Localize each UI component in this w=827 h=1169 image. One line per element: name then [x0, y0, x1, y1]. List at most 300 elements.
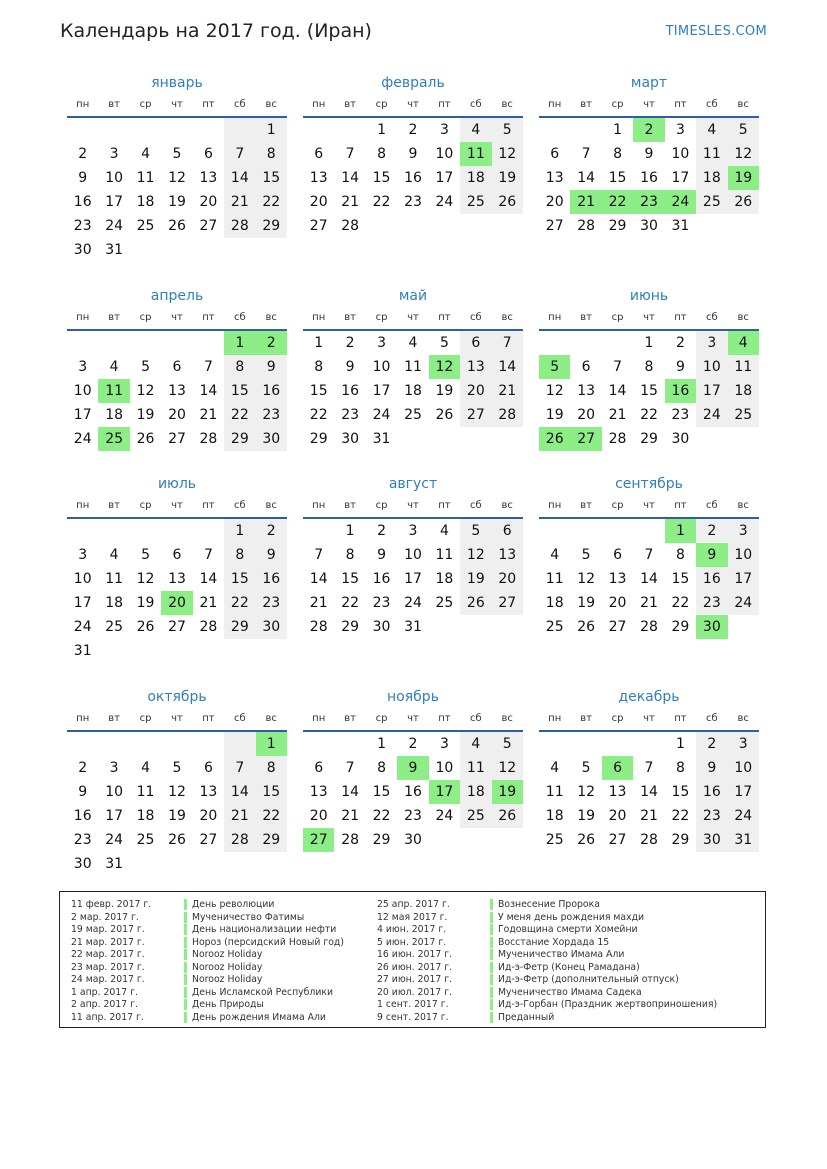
day-cell: 10	[435, 760, 454, 776]
weekday-label: вс	[501, 99, 513, 110]
day-cell: 25	[545, 619, 564, 635]
empty-cell	[570, 331, 601, 355]
day-cell: 7	[613, 359, 623, 375]
days-grid	[67, 331, 287, 451]
day-cell: 28	[341, 218, 360, 234]
day-cell: 14	[224, 780, 255, 804]
legend-row	[377, 912, 717, 925]
month-2	[303, 72, 523, 238]
day-cell: 29	[224, 615, 255, 639]
weekday-label: пт	[674, 312, 687, 323]
days-grid	[303, 118, 523, 238]
day-cell: 27	[168, 619, 186, 635]
weekday-label: вс	[501, 312, 513, 323]
day-cell: 22	[341, 595, 360, 611]
days-grid	[67, 732, 287, 876]
day-cell: 29	[224, 427, 255, 451]
holiday-day-cell: 26	[539, 427, 570, 451]
legend-row	[377, 962, 717, 975]
weekday-label: ср	[611, 312, 624, 323]
day-cell: 6	[172, 359, 182, 375]
weekday-label: ср	[611, 500, 624, 511]
day-cell: 11	[545, 571, 564, 587]
day-cell: 17	[105, 808, 124, 824]
day-cell: 30	[256, 615, 287, 639]
day-cell: 24	[105, 832, 124, 848]
day-cell: 29	[256, 214, 287, 238]
day-cell: 21	[224, 190, 255, 214]
holiday-name: Восстание Хордада 15	[490, 937, 609, 948]
brand-link[interactable]: TIMESLES.COM	[665, 24, 767, 39]
weekday-label: чт	[171, 99, 183, 110]
holiday-day-cell: 2	[633, 118, 664, 142]
day-cell: 9	[78, 784, 88, 800]
day-cell: 3	[78, 359, 88, 375]
weekday-label: вс	[737, 500, 749, 511]
day-cell: 17	[404, 571, 422, 587]
day-cell: 7	[345, 146, 355, 162]
day-cell: 13	[577, 383, 596, 399]
day-cell: 15	[224, 379, 255, 403]
weekday-label: пн	[548, 500, 562, 511]
holiday-name: День революции	[184, 899, 274, 910]
days-grid	[539, 519, 759, 639]
weekday-label: вс	[501, 713, 513, 724]
day-cell: 12	[577, 784, 596, 800]
month-10	[67, 686, 287, 876]
day-cell: 19	[460, 567, 491, 591]
day-cell: 11	[545, 784, 564, 800]
day-cell: 31	[404, 619, 422, 635]
weekday-label: вс	[265, 713, 277, 724]
weekday-label: сб	[469, 500, 482, 511]
legend-column-2	[377, 899, 717, 1024]
day-cell: 11	[136, 170, 155, 186]
weekday-label: вс	[737, 713, 749, 724]
weekday-label: пт	[438, 99, 451, 110]
weekday-label: вс	[737, 312, 749, 323]
day-cell: 8	[613, 146, 623, 162]
day-cell: 15	[671, 784, 690, 800]
day-cell: 30	[640, 218, 658, 234]
day-cell: 3	[408, 523, 418, 539]
day-cell: 1	[345, 523, 355, 539]
day-cell: 13	[608, 571, 627, 587]
day-cell: 23	[256, 591, 287, 615]
day-cell: 1	[613, 122, 623, 138]
weekday-label: пт	[674, 713, 687, 724]
day-cell: 7	[314, 547, 324, 563]
days-grid	[539, 732, 759, 852]
weekday-label: пт	[202, 713, 215, 724]
weekday-label: чт	[643, 713, 655, 724]
day-cell: 5	[439, 335, 449, 351]
holiday-day-cell: 1	[665, 519, 696, 543]
day-cell: 13	[168, 383, 186, 399]
day-cell: 29	[608, 218, 627, 234]
day-cell: 25	[105, 619, 124, 635]
day-cell: 1	[377, 736, 387, 752]
day-cell: 12	[136, 571, 155, 587]
weekday-label: ср	[375, 99, 388, 110]
weekday-label: вт	[580, 713, 592, 724]
weekday-label: пт	[674, 500, 687, 511]
empty-cell	[602, 331, 633, 355]
day-cell: 5	[728, 118, 759, 142]
holiday-date: 23 мар. 2017 г.	[71, 961, 145, 973]
day-cell: 9	[345, 359, 355, 375]
empty-cell	[602, 519, 633, 543]
day-cell: 20	[608, 808, 627, 824]
holiday-day-cell: 22	[602, 190, 633, 214]
day-cell: 28	[640, 619, 658, 635]
holiday-day-cell: 30	[696, 615, 727, 639]
day-cell: 5	[141, 547, 151, 563]
day-cell: 9	[644, 146, 654, 162]
legend-row	[377, 937, 717, 950]
weekday-header	[303, 708, 523, 732]
weekday-label: пт	[202, 500, 215, 511]
day-cell: 18	[136, 194, 155, 210]
weekday-label: пн	[548, 713, 562, 724]
day-cell: 26	[136, 431, 155, 447]
day-cell: 31	[728, 828, 759, 852]
day-cell: 5	[460, 519, 491, 543]
weekday-label: чт	[643, 312, 655, 323]
day-cell: 28	[608, 431, 627, 447]
day-cell: 22	[671, 808, 690, 824]
day-cell: 3	[109, 146, 119, 162]
day-cell: 20	[309, 194, 328, 210]
day-cell: 10	[105, 170, 124, 186]
holiday-date: 1 сент. 2017 г.	[377, 999, 449, 1010]
day-cell: 9	[78, 170, 88, 186]
day-cell: 21	[640, 595, 658, 611]
empty-cell	[98, 118, 129, 142]
day-cell: 15	[372, 784, 391, 800]
day-cell: 13	[199, 170, 218, 186]
month-11	[303, 686, 523, 852]
day-cell: 21	[309, 595, 328, 611]
day-cell: 14	[224, 166, 255, 190]
day-cell: 13	[492, 543, 523, 567]
day-cell: 11	[105, 571, 124, 587]
holiday-date: 24 мар. 2017 г.	[71, 974, 145, 985]
weekday-label: чт	[171, 312, 183, 323]
day-cell: 13	[309, 784, 328, 800]
day-cell: 23	[256, 403, 287, 427]
day-cell: 6	[203, 146, 213, 162]
day-cell: 19	[168, 194, 186, 210]
day-cell: 10	[105, 784, 124, 800]
weekday-label: сб	[233, 713, 246, 724]
day-cell: 2	[696, 519, 727, 543]
weekday-label: чт	[171, 500, 183, 511]
empty-cell	[303, 519, 334, 543]
day-cell: 23	[404, 194, 422, 210]
day-cell: 27	[608, 619, 627, 635]
day-cell: 30	[372, 619, 391, 635]
empty-cell	[539, 732, 570, 756]
day-cell: 28	[341, 832, 360, 848]
legend-row	[377, 949, 717, 962]
holiday-name: Вознесение Пророка	[490, 899, 600, 910]
day-cell: 26	[168, 218, 186, 234]
day-cell: 16	[372, 571, 391, 587]
empty-cell	[161, 118, 192, 142]
day-cell: 24	[728, 591, 759, 615]
legend-row	[71, 974, 344, 987]
day-cell: 16	[696, 567, 727, 591]
holiday-date: 4 июн. 2017 г.	[377, 924, 447, 935]
day-cell: 15	[608, 170, 627, 186]
weekday-label: сб	[469, 99, 482, 110]
day-cell: 13	[545, 170, 564, 186]
day-cell: 28	[577, 218, 596, 234]
day-cell: 19	[577, 595, 596, 611]
holiday-name: Ид-э-Горбан (Праздник жертвоприношения)	[490, 999, 717, 1010]
day-cell: 15	[640, 383, 658, 399]
weekday-label: чт	[643, 99, 655, 110]
empty-cell	[98, 331, 129, 355]
weekday-label: пт	[202, 99, 215, 110]
holiday-date: 16 июн. 2017 г.	[377, 949, 453, 960]
holiday-day-cell: 19	[728, 166, 759, 190]
day-cell: 18	[105, 407, 124, 423]
day-cell: 18	[105, 595, 124, 611]
holiday-day-cell: 6	[602, 756, 633, 780]
day-cell: 3	[728, 732, 759, 756]
day-cell: 27	[545, 218, 564, 234]
weekday-label: вт	[108, 500, 120, 511]
empty-cell	[539, 519, 570, 543]
empty-cell	[303, 732, 334, 756]
holiday-day-cell: 1	[256, 732, 287, 756]
weekday-label: пт	[674, 99, 687, 110]
holiday-date: 5 июн. 2017 г.	[377, 936, 447, 948]
day-cell: 9	[408, 146, 418, 162]
holiday-name: День Исламской Республики	[184, 987, 333, 998]
empty-cell	[130, 732, 161, 756]
day-cell: 27	[460, 403, 491, 427]
day-cell: 18	[435, 571, 454, 587]
month-name: сентябрь	[615, 476, 683, 492]
day-cell: 14	[577, 170, 596, 186]
day-cell: 6	[581, 359, 591, 375]
day-cell: 11	[435, 547, 454, 563]
day-cell: 16	[256, 379, 287, 403]
day-cell: 30	[256, 427, 287, 451]
day-cell: 8	[224, 543, 255, 567]
holiday-day-cell: 11	[460, 142, 491, 166]
day-cell: 21	[199, 407, 218, 423]
day-cell: 28	[492, 403, 523, 427]
weekday-label: вт	[344, 99, 356, 110]
legend-row	[71, 949, 344, 962]
weekday-label: пн	[312, 99, 326, 110]
day-cell: 14	[640, 784, 658, 800]
day-cell: 7	[492, 331, 523, 355]
weekday-label: пн	[548, 312, 562, 323]
legend-row	[71, 962, 344, 975]
day-cell: 8	[377, 146, 387, 162]
month-name: декабрь	[618, 689, 680, 705]
holiday-day-cell: 23	[633, 190, 664, 214]
day-cell: 15	[341, 571, 360, 587]
holiday-name: У меня день рождения махди	[490, 912, 644, 923]
weekday-label: ср	[139, 713, 152, 724]
day-cell: 22	[372, 194, 391, 210]
weekday-label: пн	[76, 713, 90, 724]
holiday-day-cell: 27	[570, 427, 601, 451]
day-cell: 8	[314, 359, 324, 375]
day-cell: 22	[372, 808, 391, 824]
weekday-label: пт	[438, 312, 451, 323]
empty-cell	[303, 118, 334, 142]
weekday-label: вт	[580, 99, 592, 110]
day-cell: 26	[168, 832, 186, 848]
holiday-name: День национализации нефти	[184, 924, 336, 935]
day-cell: 29	[341, 619, 360, 635]
day-cell: 5	[172, 760, 182, 776]
day-cell: 2	[675, 335, 685, 351]
weekday-label: сб	[705, 312, 718, 323]
holiday-name: Мученичество Имама Али	[490, 949, 624, 960]
day-cell: 4	[550, 760, 560, 776]
holiday-name: День рождения Имама Али	[184, 1012, 326, 1023]
day-cell: 20	[460, 379, 491, 403]
month-9	[539, 473, 759, 639]
day-cell: 8	[675, 547, 685, 563]
day-cell: 4	[408, 335, 418, 351]
day-cell: 26	[136, 619, 155, 635]
day-cell: 24	[728, 804, 759, 828]
month-name: март	[630, 75, 668, 91]
weekday-label: ср	[375, 312, 388, 323]
weekday-label: вс	[501, 500, 513, 511]
days-grid	[539, 331, 759, 451]
holiday-day-cell: 12	[429, 355, 460, 379]
day-cell: 30	[73, 242, 92, 258]
day-cell: 12	[577, 571, 596, 587]
day-cell: 29	[671, 832, 690, 848]
weekday-header	[67, 307, 287, 331]
weekday-header	[303, 307, 523, 331]
day-cell: 21	[199, 595, 218, 611]
day-cell: 12	[492, 142, 523, 166]
day-cell: 11	[404, 359, 422, 375]
day-cell: 20	[199, 194, 218, 210]
day-cell: 25	[728, 403, 759, 427]
day-cell: 6	[314, 760, 324, 776]
legend-row	[377, 1012, 717, 1025]
holiday-day-cell: 5	[539, 355, 570, 379]
day-cell: 9	[256, 543, 287, 567]
day-cell: 21	[640, 808, 658, 824]
day-cell: 22	[640, 407, 658, 423]
day-cell: 24	[435, 194, 454, 210]
day-cell: 16	[341, 383, 360, 399]
day-cell: 7	[581, 146, 591, 162]
day-cell: 10	[73, 571, 92, 587]
days-grid	[303, 331, 523, 451]
day-cell: 15	[256, 780, 287, 804]
empty-cell	[193, 732, 224, 756]
weekday-label: сб	[233, 312, 246, 323]
weekday-header	[303, 94, 523, 118]
day-cell: 10	[435, 146, 454, 162]
day-cell: 4	[141, 760, 151, 776]
empty-cell	[67, 331, 98, 355]
day-cell: 3	[377, 335, 387, 351]
empty-cell	[224, 118, 255, 142]
day-cell: 15	[224, 567, 255, 591]
day-cell: 23	[404, 808, 422, 824]
day-cell: 2	[78, 146, 88, 162]
weekday-label: вт	[344, 713, 356, 724]
weekday-label: чт	[407, 99, 419, 110]
weekday-label: вт	[580, 312, 592, 323]
month-3	[539, 72, 759, 238]
weekday-label: ср	[139, 312, 152, 323]
day-cell: 1	[314, 335, 324, 351]
day-cell: 19	[136, 407, 155, 423]
holiday-day-cell: 21	[570, 190, 601, 214]
day-cell: 5	[581, 760, 591, 776]
day-cell: 26	[577, 832, 596, 848]
day-cell: 1	[224, 519, 255, 543]
weekday-label: ср	[611, 99, 624, 110]
day-cell: 10	[728, 543, 759, 567]
holiday-date: 2 апр. 2017 г.	[71, 999, 138, 1010]
day-cell: 7	[203, 359, 213, 375]
holiday-name: Годовщина смерти Хомейни	[490, 924, 638, 935]
day-cell: 17	[671, 170, 690, 186]
day-cell: 18	[728, 379, 759, 403]
holiday-day-cell: 2	[256, 331, 287, 355]
day-cell: 26	[460, 591, 491, 615]
weekday-label: вт	[580, 500, 592, 511]
day-cell: 18	[696, 166, 727, 190]
day-cell: 16	[696, 780, 727, 804]
day-cell: 27	[168, 431, 186, 447]
day-cell: 4	[439, 523, 449, 539]
holiday-date: 2 мар. 2017 г.	[71, 911, 139, 923]
holiday-name: Ид-э-Фетр (Конец Рамадана)	[490, 962, 640, 973]
day-cell: 27	[309, 218, 328, 234]
day-cell: 12	[168, 170, 186, 186]
day-cell: 11	[728, 355, 759, 379]
day-cell: 8	[345, 547, 355, 563]
day-cell: 31	[73, 643, 92, 659]
weekday-label: чт	[407, 713, 419, 724]
day-cell: 9	[377, 547, 387, 563]
day-cell: 28	[309, 619, 328, 635]
weekday-label: пн	[76, 312, 90, 323]
weekday-label: пн	[312, 713, 326, 724]
empty-cell	[161, 519, 192, 543]
day-cell: 16	[404, 784, 422, 800]
day-cell: 2	[408, 736, 418, 752]
day-cell: 27	[608, 832, 627, 848]
day-cell: 4	[109, 359, 119, 375]
day-cell: 7	[203, 547, 213, 563]
day-cell: 20	[492, 567, 523, 591]
day-cell: 17	[73, 407, 92, 423]
day-cell: 16	[73, 808, 92, 824]
day-cell: 12	[168, 784, 186, 800]
day-cell: 4	[141, 146, 151, 162]
